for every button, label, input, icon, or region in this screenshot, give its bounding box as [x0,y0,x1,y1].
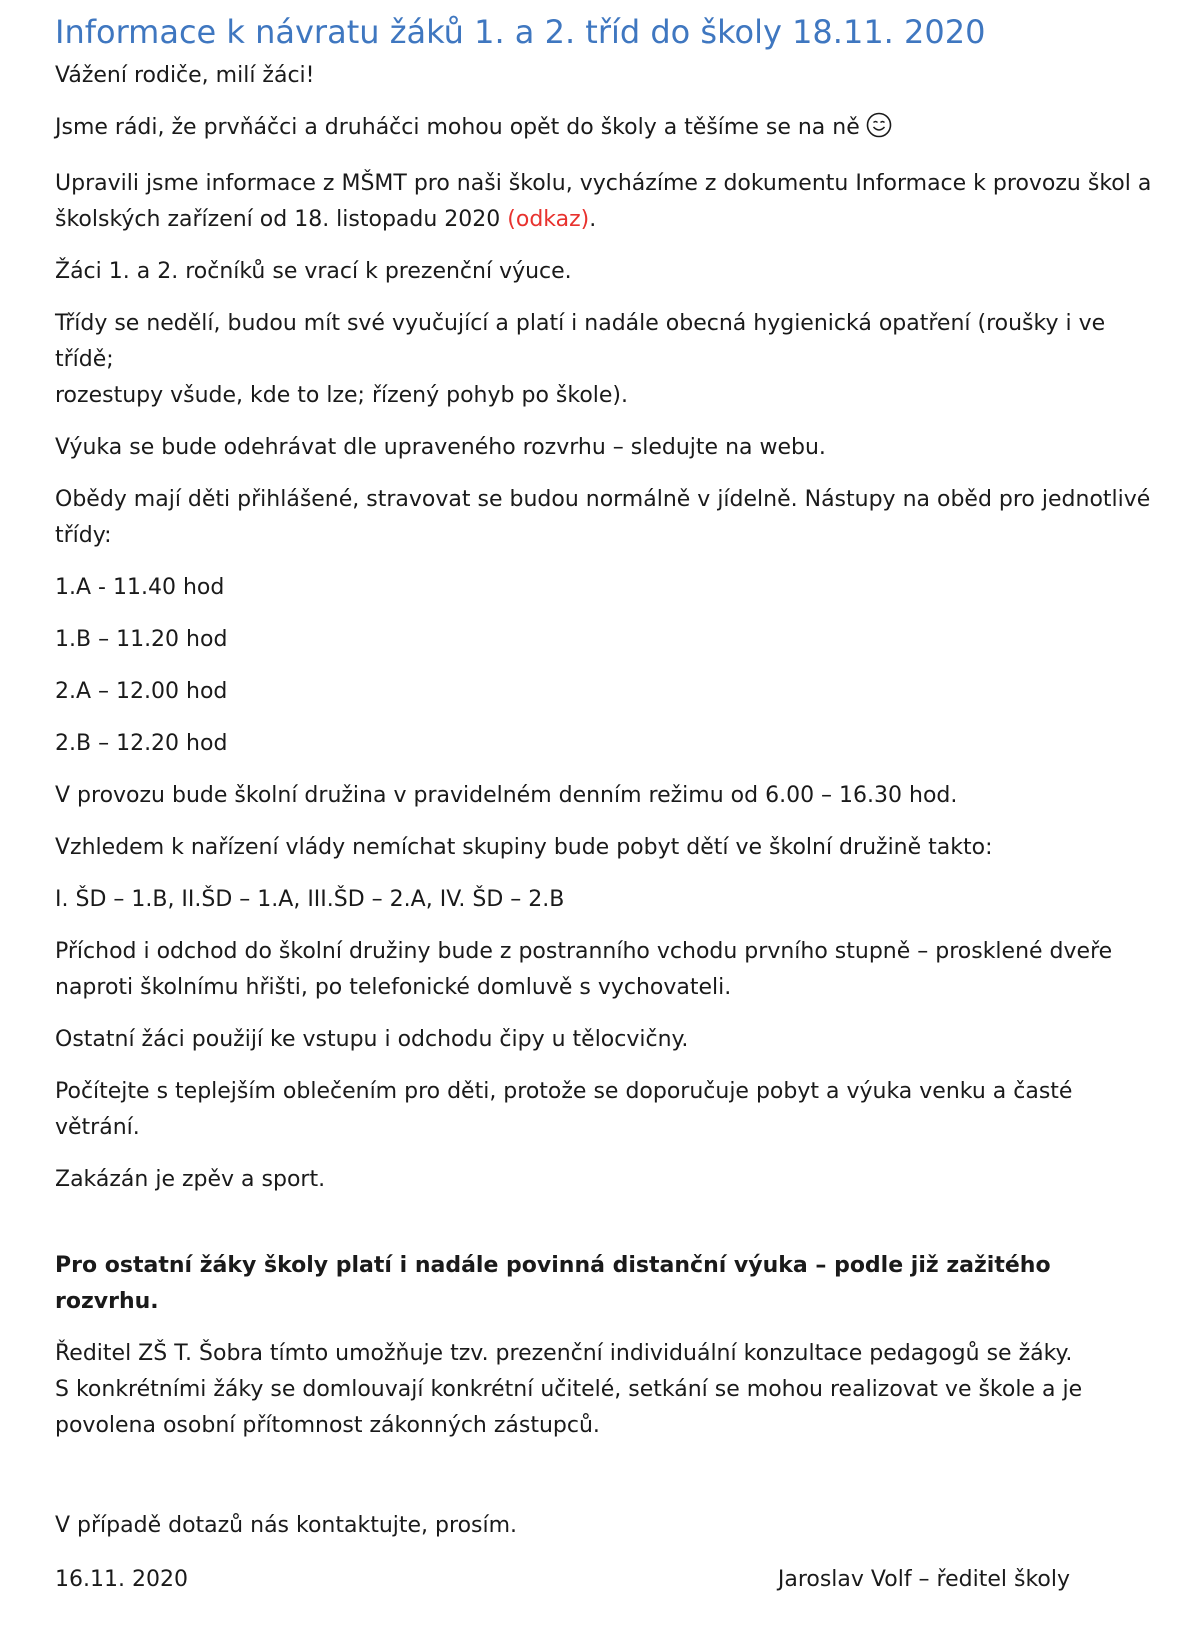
document-title: Informace k návratu žáků 1. a 2. tříd do školy 18.11. 2020 [55,13,986,51]
lunch-line: Obědy mají děti přihlášené, stravovat se budou normálně v jídelně. Nástupy na oběd pro jednotlivé [55,487,1151,512]
classes-line: Třídy se nedělí, budou mít své vyučující a platí i nadále obecná hygienická opatření (roušky i ve třídě; [55,311,1106,372]
lunch-time-item: 2.B – 12.20 hod [55,731,228,756]
signature: Jaroslav Volf – ředitel školy [777,1567,1070,1592]
forbidden-paragraph: Zakázán je zpěv a sport. [55,1167,326,1192]
contact-paragraph: V případě dotazů nás kontaktujte, prosím. [55,1513,518,1538]
document-date: 16.11. 2020 [55,1567,188,1592]
other-pupils-paragraph: Ostatní žáci použijí ke vstupu i odchodu čipy u tělocvičny. [55,1027,689,1052]
classes-line: rozestupy všude, kde to lze; řízený pohyb po škole). [55,383,628,408]
lunch-time-item: 1.A - 11.40 hod [55,575,225,600]
info-line-suffix: . [589,207,597,232]
consultation-line: S konkrétními žáky se domlouvají konkrétní učitelé, setkání se mohou realizovat ve škole a je [55,1377,1083,1402]
entrance-line: naproti školnímu hřišti, po telefonické domluvě s vychovateli. [55,975,732,1000]
schedule-paragraph: Výuka se bude odehrávat dle upraveného rozvrhu – sledujte na webu. [55,435,826,460]
info-paragraph [55,166,1160,238]
smiley-face-icon [866,112,892,150]
classes-paragraph [55,306,1160,414]
consultation-line: povolena osobní přítomnost zákonných zástupců. [55,1413,600,1438]
lunch-time-item: 1.B – 11.20 hod [55,627,228,652]
intro-paragraph [55,110,1160,150]
lunch-time-item: 2.A – 12.00 hod [55,679,228,704]
document-link[interactable]: (odkaz) [507,207,590,232]
document-footer [55,1562,1070,1598]
lunch-paragraph [55,482,1160,554]
club-groups-intro: Vzhledem k nařízení vlády nemíchat skupiny bude pobyt dětí ve školní družině takto: [55,835,993,860]
greeting: Vážení rodiče, milí žáci! [55,63,315,88]
distance-learning-paragraph: Pro ostatní žáky školy platí i nadále povinná distanční výuka – podle již zažitého rozvrhu. [55,1253,1051,1314]
info-line [55,202,1160,238]
consultation-line: Ředitel ZŠ T. Šobra tímto umožňuje tzv. prezenční individuální konzultace pedagogů se žáky. [55,1341,1073,1366]
club-groups: I. ŠD – 1.B, II.ŠD – 1.A, III.ŠD – 2.A, IV. ŠD – 2.B [55,887,565,912]
entrance-line: Příchod i odchod do školní družiny bude z postranního vchodu prvního stupně – prosklené dveře [55,939,1113,964]
lunch-line: třídy: [55,523,112,548]
info-line: Upravili jsme informace z MŠMT pro naši školu, vycházíme z dokumentu Informace k provozu škol a [55,171,1152,196]
entrance-paragraph [55,934,1160,1006]
consultation-paragraph [55,1336,1160,1444]
intro-text: Jsme rádi, že prvňáčci a druháčci mohou opět do školy a těšíme se na ně [55,115,860,140]
return-paragraph: Žáci 1. a 2. ročníků se vrací k prezenční výuce. [55,259,572,284]
club-hours-paragraph: V provozu bude školní družina v pravidelném denním režimu od 6.00 – 16.30 hod. [55,783,958,808]
clothing-paragraph: Počítejte s teplejším oblečením pro děti, protože se doporučuje pobyt a výuka venku a časté větrání. [55,1079,1073,1140]
info-line-text: školských zařízení od 18. listopadu 2020 [55,207,508,232]
